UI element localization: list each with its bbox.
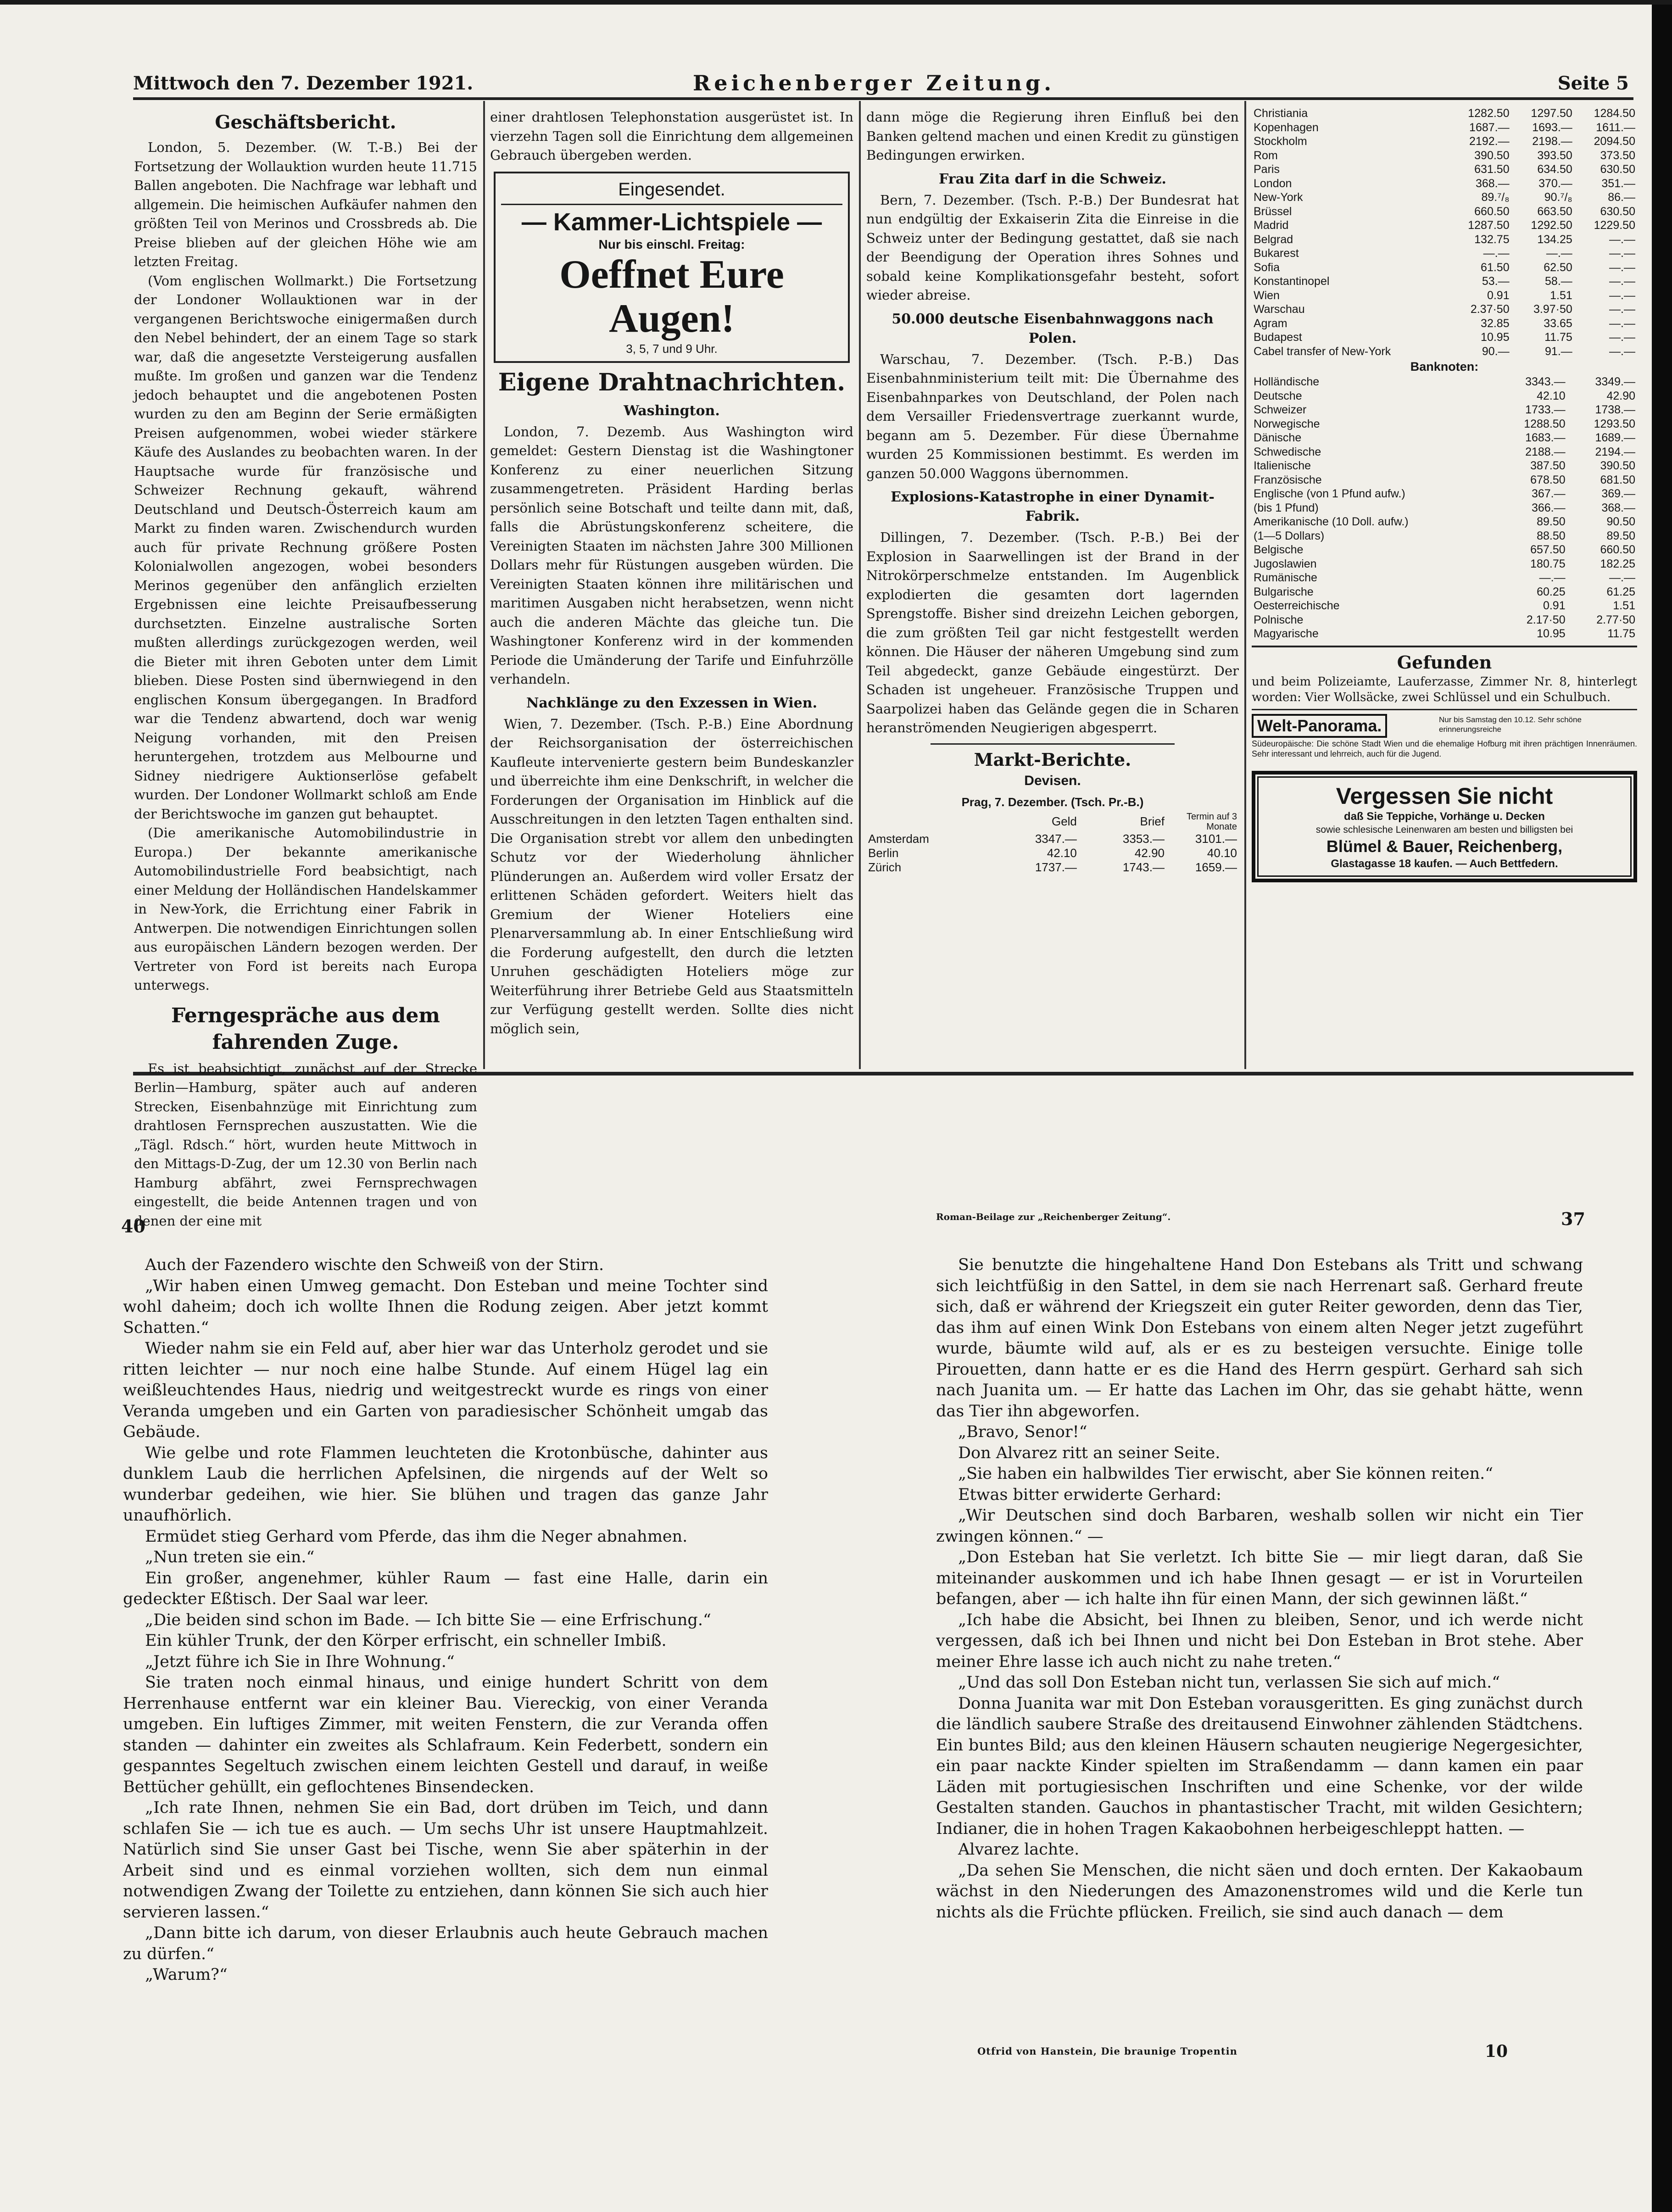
table-cell: 678.50 (1530, 473, 1566, 486)
table-row (1252, 149, 1637, 163)
table-cell: 1611.— (1596, 121, 1635, 134)
table-cell: —.— (1609, 345, 1635, 358)
table-cell: 1.51 (1613, 599, 1635, 612)
ad-until: Nur bis einschl. Freitag: (598, 237, 745, 251)
ad-dash-icon: — (790, 208, 822, 236)
article-paragraph: einer drahtlosen Telephonstation ausgerüstet ist. In vierzehn Tagen soll die Einrichtung dem allgemeinen Gebrauch übergeben werden. (490, 109, 853, 163)
col-separator-2 (859, 101, 861, 1069)
gefunden-text: und beim Polizeiamte, Lauferzasse, Zimmer Nr. 8, hinterlegt worden: Vier Wollsäcke, zwei Schlüssel und ein Schulbuch. (1252, 674, 1637, 704)
table-cell: Norwegische (1254, 417, 1320, 430)
right-page-footer: Otfrid von Hanstein, Die braunige Tropentin (977, 2045, 1237, 2057)
novel-paragraph: „Nun treten sie ein.“ (145, 1548, 315, 1566)
table-cell: Holländische (1254, 375, 1320, 388)
welt-title: Welt-Panorama. (1252, 714, 1387, 738)
table-row (1252, 501, 1637, 515)
table-row (1252, 190, 1637, 205)
table-cell: Belgische (1254, 543, 1304, 556)
ad-line: sowie schlesische Leinenwaren am besten und billigsten bei (1315, 824, 1573, 835)
article-subtitle: Frau Zita darf in die Schweiz. (939, 171, 1166, 187)
column-header: Geld (1051, 814, 1077, 828)
table-cell: 2.37·50 (1470, 303, 1510, 316)
article-paragraph: Es ist beabsichtigt, zunächst auf der Strecke Berlin—Hamburg, später auch auf anderen Strecken, Eisenbahnzüge mit Einrichtung zum drahtlosen Fernsprechen auszustatten. Wie die „Tägl. Rdsch.“ hört, wurden heute Mittwoch in den Mittags-D-Zug, der um 12.30 von Berlin nach Hamburg abfährt, zwei Fernsprechwagen eingestellt, die beide Antennen tragen und von denen der eine mit (134, 1060, 477, 1229)
table-cell: Paris (1254, 163, 1280, 176)
table-cell: 134.25 (1537, 233, 1572, 246)
table-cell: Amsterdam (868, 831, 929, 846)
table-cell: —.— (1609, 261, 1635, 274)
ad-inner-frame (1257, 776, 1632, 877)
table-cell: Madrid (1254, 219, 1289, 232)
ad-dash-icon: — (521, 208, 553, 236)
article-paragraph: (Vom englischen Wollmarkt.) Die Fortsetzung der Londoner Wollauktionen war in der vergangenen Berichtswoche einigermaßen durch den Nebel behindert, der an einem Tage so stark war, daß die angesetzte Versteigerung ausfallen mußte. Im großen und ganzen war die Tendenz jedoch behauptet und die angebotenen Posten wurden zu den am Beginn der Serie ermäßigten Preisen aufgenommen, wobei wieder stärkere Käufe des Auslandes zu beobachten waren. In der Hauptsache wurde für französische und Schweizer Rechnung gekauft, während Deutschland und Deutsch-Österreich kaum am Markt zu finden waren. Zwischendurch wurden auch für private Rechnung größere Posten Kolonialwollen angezogen, wobei besonders Merinos gegenüber den anfänglich erzielten Ergebnissen eine leichte Preisaufbesserung durchsetzten. Einzelne australische Sorten mußten allerdings zurückgezogen werden, weil die Bieter mit ihren Geboten unter dem Limit blieben. Diese Posten sind übernwiegend in den englischen Konsum übergegangen. In Bradford war die Tendenz abwartend, doch war wenig Neigung vorhanden, mit den Preisen heruntergehen, trotzdem aus Melbourne und Sidney niedrigere Auktionserlöse gefabelt wurden. Der Londoner Wollmarkt schloß am Ende der Berichtswoche im ganzen gut behauptet. (134, 273, 477, 822)
table-cell: 366.— (1531, 501, 1566, 514)
table-row (1252, 431, 1637, 445)
novel-paragraph: Etwas bitter erwiderte Gerhard: (958, 1485, 1221, 1504)
banknoten-title: Banknoten: (1410, 360, 1479, 373)
table-row (1252, 375, 1637, 389)
ad-cinema-label: Kammer-Lichtspiele (553, 208, 791, 236)
table-cell: 634.50 (1537, 163, 1572, 176)
ad-headline: Vergessen Sie nicht (1336, 783, 1553, 809)
article-subtitle: Explosions-Katastrophe in einer Dynamit-Fabrik. (891, 489, 1215, 524)
header-date: Mittwoch den 7. Dezember 1921. (133, 72, 474, 94)
section-rule (931, 743, 1175, 745)
table-cell: 1282.50 (1468, 107, 1510, 120)
novel-paragraph: „Warum?“ (145, 1966, 228, 1984)
table-row (1252, 246, 1637, 261)
table-cell: 1293.50 (1594, 417, 1635, 430)
table-cell: Cabel transfer of New-York (1254, 345, 1391, 358)
table-cell: Amerikanische (10 Doll. aufw.) (1254, 515, 1409, 528)
table-cell: 3349.— (1595, 375, 1635, 388)
table-cell: 2.77·50 (1596, 613, 1635, 626)
table-cell: Wien (1254, 289, 1280, 302)
table-cell: 1288.50 (1524, 417, 1566, 430)
table-cell: 1659.— (1195, 860, 1237, 874)
table-cell: 657.50 (1530, 543, 1566, 556)
table-cell: 2192.— (1469, 135, 1510, 148)
table-cell: 182.25 (1600, 557, 1635, 570)
table-cell: 90.⁷/₈ (1544, 191, 1572, 204)
newspaper-header (133, 72, 1629, 100)
table-cell: —.— (1609, 303, 1635, 316)
table-cell: 660.50 (1600, 543, 1635, 556)
ad-line: daß Sie Teppiche, Vorhänge u. Decken (1344, 810, 1545, 823)
table-cell: Warschau (1254, 303, 1305, 316)
table-row (1252, 274, 1637, 289)
novel-paragraph: Don Alvarez ritt an seiner Seite. (958, 1443, 1221, 1462)
novel-paragraph: „Wir haben einen Umweg gemacht. Don Esteban und meine Tochter sind wohl daheim; doch ich wollte Ihnen die Rodung zeigen. Aber jetzt kommt Schatten.“ (123, 1276, 768, 1337)
table-row (1252, 445, 1637, 459)
ad-times: 3, 5, 7 und 9 Uhr. (626, 341, 718, 356)
article-title: Geschäftsbericht. (215, 111, 396, 133)
ad-rule (501, 204, 842, 205)
table-cell: Budapest (1254, 331, 1302, 344)
ad-address: Glastagasse 18 kaufen. — Auch Bettfedern. (1331, 857, 1558, 870)
table-cell: 132.75 (1474, 233, 1510, 246)
table-row (1252, 529, 1637, 543)
table-cell: 631.50 (1474, 163, 1510, 176)
gefunden-title: Gefunden (1397, 652, 1492, 673)
table-cell: 42.90 (1606, 389, 1635, 402)
novel-paragraph: „Da sehen Sie Menschen, die nicht säen und doch ernten. Der Kakaobaum wächst in den Niederungen des Amazonenstromes wild und die Kerle tun nichts als die Früchte pflücken. Freilich, sie sind auch danach — dem (936, 1861, 1583, 1922)
table-cell: 630.50 (1600, 163, 1635, 176)
novel-paragraph: „Und das soll Don Esteban nicht tun, verlassen Sie sich auf mich.“ (958, 1673, 1500, 1692)
table-cell: Französische (1254, 473, 1322, 486)
table-cell: 2.17·50 (1526, 613, 1566, 626)
table-cell: Oesterreichische (1254, 599, 1340, 612)
table-cell: 1284.50 (1594, 107, 1635, 120)
table-cell: 3101.— (1195, 831, 1237, 846)
novel-paragraph: „Wir Deutschen sind doch Barbaren, weshalb sollen wir nicht ein Tier zwingen können.“ — (936, 1506, 1583, 1546)
table-cell: —.— (1539, 571, 1566, 584)
table-row (1252, 389, 1637, 403)
table-cell: Rumänische (1254, 571, 1317, 584)
table-cell: 1737.— (1035, 860, 1077, 874)
table-cell: Brüssel (1254, 205, 1292, 218)
table-cell: 393.50 (1537, 149, 1572, 162)
article-paragraph: Dillingen, 7. Dezember. (Tsch. P.-B.) Bei der Explosion in Saarwellingen ist der Brand in der Nitrokörperschmelze entstanden. Im Augenblick explodierten die gesamten dort lagernden Sprengstoffe. Bisher sind dreizehn Leichen geborgen, die zum größten Teil gar nicht festgestellt werden können. Die Häuser der näheren Umgebung sind zum Teil abgedeckt, ganze Gebäude eingestürzt. Der Schaden ist ungeheuer. Französische Truppen und Saarpolizei haben das Gelände gegen die in Scharen heranströmenden Neugierigen abgesperrt. (866, 529, 1239, 735)
table-row (1252, 417, 1637, 431)
novel-paragraph: „Bravo, Senor!“ (958, 1423, 1087, 1441)
table-cell: 390.50 (1474, 149, 1510, 162)
table-row (1252, 330, 1637, 345)
table-cell: —.— (1609, 275, 1635, 288)
table-row (866, 846, 1239, 860)
table-cell: 368.— (1601, 501, 1635, 514)
table-row (1252, 218, 1637, 233)
table-row (1252, 613, 1637, 627)
right-page-number: 37 (1561, 1209, 1585, 1229)
table-row (1252, 121, 1637, 135)
col-separator-1 (483, 101, 485, 1069)
welt-text: Südeuropäische: Die schöne Stadt Wien und die ehemalige Hofburg mit ihren prächtigen Innenräumen. Sehr interessant und lehrreich, auch für die Jugend. (1252, 739, 1637, 758)
table-cell: Bukarest (1254, 247, 1299, 260)
table-cell: 660.50 (1474, 205, 1510, 218)
ad-cinema-name (501, 208, 842, 236)
table-cell: Agram (1254, 317, 1287, 330)
table-cell: 3.97·50 (1533, 303, 1572, 316)
table-cell: Schweizer (1254, 403, 1307, 416)
table-cell: (1—5 Dollars) (1254, 529, 1325, 542)
novel-paragraph: Auch der Fazendero wischte den Schweiß von der Stirn. (145, 1256, 604, 1274)
table-cell: 369.— (1601, 487, 1635, 500)
table-row (1252, 106, 1637, 121)
table-cell: —.— (1609, 233, 1635, 246)
table-cell: 42.90 (1134, 846, 1165, 860)
masthead: Reichenberger Zeitung. (693, 71, 1055, 95)
market-title: Markt-Berichte. (974, 749, 1131, 770)
novel-paragraph: Sie traten noch einmal hinaus, und einige hundert Schritt von dem Herrenhause entfernt war ein kleiner Bau. Viereckig, von einer Veranda umgeben. Ein luftiges Zimmer, mit weiten Fenstern, die zur Veranda offen standen — dahinter ein zweites als Schlafraum. Kein Federbett, sondern ein gespanntes Segeltuch zwischen einem leichten Gestell und darauf, in weiße Bettücher gehüllt, ein geflochtenes Binsendecken. (123, 1673, 768, 1796)
article-paragraph: London, 5. Dezember. (W. T.-B.) Bei der Fortsetzung der Wollauktion wurden heute 11.715 Ballen angeboten. Die Nachfrage war lebhaft und allgemein. Die heimischen Aufkäufer nahmen den größten Teil von Merinos und Crossbreds ab. Die Preise blieben auf der gleichen Höhe wie am letzten Freitag. (134, 139, 477, 269)
table-cell: Rom (1254, 149, 1278, 162)
table-cell: 32.85 (1481, 317, 1510, 330)
table-cell: 3343.— (1525, 375, 1566, 388)
table-cell: 1292.50 (1531, 219, 1572, 232)
table-cell: 91.— (1545, 345, 1572, 358)
table-row (1252, 403, 1637, 417)
table-header (866, 812, 1239, 832)
ad-film-title: Oeffnet Eure Augen! (559, 252, 784, 341)
novel-paragraph: Ein großer, angenehmer, kühler Raum — fast eine Halle, darin ein gedeckter Eßtisch. Der Saal war leer. (123, 1569, 768, 1608)
table-cell: 2094.50 (1594, 135, 1635, 148)
table-row (1252, 585, 1637, 599)
table-cell: 42.10 (1047, 846, 1077, 860)
table-cell: 10.95 (1537, 627, 1566, 640)
table-cell: Zürich (868, 860, 902, 874)
left-page-number: 40 (121, 1216, 145, 1237)
table-cell: 89.50 (1606, 529, 1635, 542)
novel-paragraph: „Ich rate Ihnen, nehmen Sie ein Bad, dort drüben im Teich, und dann schlafen Sie — ich tue es auch. — Um sechs Uhr ist unsere Hauptmahlzeit. Natürlich sind Sie unser Gast bei Tische, wenn Sie aber späterhin in der Arbeit sind und es einmal vorziehen wollten, sich dem nun einmal notwendigen Zwang der Toilette zu entziehen, dann können Sie sich auch hier servieren lassen.“ (123, 1799, 768, 1922)
section-rule (1252, 709, 1637, 710)
table-row (1252, 473, 1637, 487)
table-cell: 390.50 (1600, 459, 1635, 472)
novel-paragraph: „Jetzt führe ich Sie in Ihre Wohnung.“ (145, 1652, 455, 1671)
table-cell: Dänische (1254, 431, 1302, 444)
table-row (1252, 557, 1637, 571)
table-cell: 42.10 (1537, 389, 1566, 402)
table-cell: 1287.50 (1468, 219, 1510, 232)
table-cell: 373.50 (1600, 149, 1635, 162)
table-cell: 630.50 (1600, 205, 1635, 218)
table-cell: —.— (1546, 247, 1572, 260)
header-rule (133, 97, 1633, 100)
article-paragraph: Wien, 7. Dezember. (Tsch. P.-B.) Eine Abordnung der Reichsorganisation der österreichischen Kaufleute intervenierte gestern beim Bundeskanzler und überreichte ihm eine Denkschrift, in welcher die Forderungen der Organisation im Hinblick auf die Ausschreitungen in den letzten Tagen enthalten sind. Die Organisation strebt vor allem den unbedingten Schutz vor der Wiederholung ähnlicher Plünderungen an. Außerdem wird voller Ersatz der erlittenen Schäden gefordert. Weiters hielt das Gremium der Wiener Hoteliers eine Plenarversammlung ab. In einer Entschließung wird die Forderung aufgestellt, den durch die letzten Unruhen geschädigten Hoteliers möge zur Weiterführung ihrer Betriebe Geld aus Staatsmitteln zur Verfügung gestellt werden. Sollte dies nicht möglich sein, (490, 716, 853, 1036)
column-1 (134, 108, 477, 1229)
table-cell: 61.25 (1606, 585, 1635, 598)
table-row (1252, 289, 1637, 303)
exchange-rate-table (1252, 106, 1637, 358)
table-row (1252, 487, 1637, 501)
novel-paragraph: „Don Esteban hat Sie verletzt. Ich bitte Sie — mir liegt daran, daß Sie miteinander auskommen und ich habe Ihnen gesagt — er ist in Vorurteilen befangen, aber — ich halte ihn für einen Mann, der sich gewinnen läßt.“ (936, 1548, 1583, 1608)
table-cell: 351.— (1601, 177, 1635, 190)
table-cell: Belgrad (1254, 233, 1293, 246)
table-cell: —.— (1609, 289, 1635, 302)
ad-firm: Blümel & Bauer, Reichenberg, (1326, 836, 1563, 856)
table-cell: 2194.— (1595, 445, 1635, 458)
table-cell: 387.50 (1530, 459, 1566, 472)
novel-paragraph: Wie gelbe und rote Flammen leuchteten die Krotonbüsche, dahinter aus dunklem Laub die herrlichen Apfelsinen, die nirgends auf der Welt so wunderbar gedeihen, wie hier. Sie blühen und tragen das ganze Jahr unaufhörlich. (123, 1443, 768, 1525)
table-cell: 663.50 (1537, 205, 1572, 218)
page-label: Seite 5 (1557, 72, 1629, 94)
article-title: Ferngespräche aus dem fahrenden Zuge. (171, 1003, 440, 1054)
right-page-text (936, 1255, 1583, 1923)
table-cell: 2198.— (1532, 135, 1572, 148)
table-cell: 90.50 (1606, 515, 1635, 528)
article-paragraph: (Die amerikanische Automobilindustrie in Europa.) Der bekannte amerikanische Automobilindustrielle Ford beabsichtigt, nach einer Meldung der Holländischen Handelskammer in New-York, die Errichtung einer Fabrik in Antwerpen. Die notwendigen Einrichtungen sollen aus europäischen Ländern bezogen werden. Der Vertreter von Ford ist bereits nach Europa unterwegs. (134, 825, 477, 993)
novel-paragraph: Ein kühler Trunk, der den Körper erfrischt, ein schneller Imbiß. (145, 1632, 667, 1650)
column-2 (490, 108, 853, 1067)
table-row (1252, 571, 1637, 585)
table-cell: 1297.50 (1531, 107, 1572, 120)
welt-note: Nur bis Samstag den 10.12. Sehr schöne erinnerungsreiche (1439, 715, 1582, 734)
table-cell: 0.91 (1543, 599, 1566, 612)
column-header: Brief (1140, 814, 1165, 828)
table-cell: Polnische (1254, 613, 1304, 626)
table-cell: Berlin (868, 846, 899, 860)
table-cell: 1683.— (1525, 431, 1566, 444)
table-cell: (bis 1 Pfund) (1254, 501, 1319, 514)
table-row (1252, 599, 1637, 613)
table-cell: 11.75 (1544, 331, 1572, 344)
table-cell: Christiania (1254, 107, 1308, 120)
article-subtitle: Nachklänge zu den Exzessen in Wien. (526, 695, 818, 711)
welt-panorama-ad (1252, 714, 1637, 764)
table-cell: —.— (1609, 247, 1635, 260)
table-row (1252, 345, 1637, 359)
table-cell: 60.25 (1537, 585, 1566, 598)
novel-paragraph: Donna Juanita war mit Don Esteban vorausgeritten. Es ging zunächst durch die ländlich saubere Straße des dreitausend Einwohner zählenden Städtchens. Ein buntes Bild; aus den kleinen Häusern schauten neugierige Negergesichter, ein paar nackte Kinder spielten im Straßendamm — dann kamen ein paar Läden mit portugiesischen Inschriften und eine Schenke, vor der wilde Gestalten standen. Gauchos in phantastischer Tracht, mit wilden Gesichtern; Indianer, die in hohen Tragen Kakaobohnen herbeigeschleppt hatten. — (936, 1694, 1583, 1838)
article-paragraph: London, 7. Dezemb. Aus Washington wird gemeldet: Gestern Dienstag ist die Washingtoner Konferenz zu einer neuerlichen Sitzung zusammengetreten. Präsident Harding berlas persönlich seine Botschaft und teilte dann mit, daß, falls die Abrüstungskonferenz scheitere, die Vereinigten Staaten im nächsten Jahre 300 Millionen Dollars mehr für Rüstungen ausgeben würden. Die Vereinigten Staaten können ihre militärischen und maritimen Ausgaben nicht herabsetzen, wenn nicht auch die anderen Mächte das gleiche tun. Die Washingtoner Konferenz wird in der kommenden Periode die Umänderung der Tarife und Einfuhrzölle verhandeln. (490, 423, 853, 687)
table-cell: 1693.— (1532, 121, 1572, 134)
table-cell: 0.91 (1487, 289, 1510, 302)
left-page-text (123, 1255, 768, 1986)
table-cell: 3347.— (1035, 831, 1077, 846)
table-cell: Bulgarische (1254, 585, 1314, 598)
table-cell: 58.— (1545, 275, 1572, 288)
table-row (1252, 134, 1637, 149)
table-cell: 1743.— (1122, 860, 1165, 874)
devisen-table (866, 812, 1239, 875)
column-header: Termin auf 3 Monate (1186, 811, 1237, 832)
table-cell: 10.95 (1481, 331, 1510, 344)
table-cell: 681.50 (1600, 473, 1635, 486)
table-cell: 1689.— (1595, 431, 1635, 444)
novel-paragraph: Ermüdet stieg Gerhard vom Pferde, das ihm die Neger abnahmen. (145, 1527, 688, 1546)
table-cell: 61.50 (1481, 261, 1510, 274)
table-cell: 367.— (1531, 487, 1566, 500)
table-cell: New-York (1254, 191, 1303, 204)
table-cell: 368.— (1475, 177, 1510, 190)
table-cell: —.— (1609, 317, 1635, 330)
table-row (1252, 543, 1637, 557)
article-paragraph: dann möge die Regierung ihren Einfluß bei den Banken geltend machen und einen Kredit zu günstigen Bedingungen erwirken. (866, 109, 1239, 163)
novel-paragraph: Alvarez lachte. (958, 1840, 1080, 1859)
table-row (1252, 302, 1637, 317)
col-separator-3 (1244, 101, 1246, 1069)
table-row (1252, 317, 1637, 331)
table-cell: 86.— (1608, 191, 1635, 204)
table-cell: 1229.50 (1594, 219, 1635, 232)
cinema-advertisement (494, 172, 850, 363)
table-cell: Jugoslawien (1254, 557, 1317, 570)
table-cell: 11.75 (1607, 627, 1635, 640)
right-page-footer-number: 10 (1485, 2042, 1508, 2061)
table-cell: 2188.— (1525, 445, 1566, 458)
table-cell: 89.⁷/₈ (1481, 191, 1510, 204)
column-3 (866, 108, 1239, 1067)
novel-paragraph: Wieder nahm sie ein Feld auf, aber hier war das Unterholz gerodet und sie ritten leichter — nur noch eine halbe Stunde. Auf einem Hügel lag ein weißleuchtendes Haus, niedrig und weitgestreckt wurde es rings von einer Veranda umgeben und ein Garten von paradiesischer Schönheit umgab das Gebäude. (123, 1339, 768, 1441)
table-row (1252, 261, 1637, 275)
table-cell: Italienische (1254, 459, 1311, 472)
table-cell: 33.65 (1544, 317, 1572, 330)
section-rule (1252, 646, 1637, 647)
table-cell (866, 812, 991, 832)
scan-edge (1652, 0, 1672, 2212)
table-row (1252, 162, 1637, 177)
novel-paragraph: „Dann bitte ich darum, von dieser Erlaubnis auch heute Gebrauch machen zu dürfen.“ (123, 1924, 768, 1963)
table-cell: 3353.— (1122, 831, 1165, 846)
devisen-title: Devisen. (1024, 773, 1081, 788)
scan-edge-top (0, 0, 1672, 5)
section-title: Eigene Drahtnachrichten. (498, 368, 846, 396)
table-cell: Magyarische (1254, 627, 1319, 640)
novel-paragraph: „Sie haben ein halbwildes Tier erwischt, aber Sie können reiten.“ (958, 1465, 1494, 1483)
article-paragraph: Warschau, 7. Dezember. (Tsch. P.-B.) Das Eisenbahnministerium teilt mit: Die Übernahme des Eisenbahnparkes von Deutschland, der Polen nach dem Versailler Friedensvertrage zuerkannt wurde, begann am 5. Dezember. Für diese Übernahme wurden 25 Kommissionen bestimmt. Es werden im ganzen 50.000 Waggons übernommen. (866, 351, 1239, 481)
table-cell: 1738.— (1595, 403, 1635, 416)
table-cell: 1733.— (1525, 403, 1566, 416)
table-cell: Kopenhagen (1254, 121, 1319, 134)
table-cell: Deutsche (1254, 389, 1302, 402)
banknoten-table (1252, 375, 1637, 641)
table-row (1252, 233, 1637, 247)
article-subtitle: 50.000 deutsche Eisenbahnwaggons nach Polen. (892, 311, 1214, 346)
table-cell: —.— (1609, 571, 1635, 584)
article-subtitle: Washington. (624, 402, 720, 419)
table-row (1252, 459, 1637, 473)
table-cell: —.— (1609, 331, 1635, 344)
novel-paragraph: „Ich habe die Absicht, bei Ihnen zu bleiben, Senor, und ich werde nicht vergessen, daß ich bei Ihnen und nicht bei Don Esteban in Brot stehe. Aber meiner Ehre lasse ich auch nicht zu nahe treten.“ (936, 1610, 1583, 1671)
table-cell: 1687.— (1469, 121, 1510, 134)
table-cell: 88.50 (1537, 529, 1566, 542)
table-row (1252, 205, 1637, 219)
table-row (1252, 627, 1637, 641)
article-paragraph: Bern, 7. Dezember. (Tsch. P.-B.) Der Bundesrat hat nun endgültig der Exkaiserin Zita die Einreise in die Schweiz unter der Bedingung gestattet, daß sie nach der Beendigung der Operation ihres Sohnes und sobald keine Komplikationsgefahr besteht, sofort wieder abreise. (866, 192, 1239, 303)
table-cell: 90.— (1482, 345, 1510, 358)
table-cell: 370.— (1538, 177, 1572, 190)
table-cell: 53.— (1482, 275, 1510, 288)
table-cell: —.— (1483, 247, 1510, 260)
table-row (1252, 515, 1637, 529)
novel-paragraph: Sie benutzte die hingehaltene Hand Don Estebans als Tritt und schwang sich leichtfüßig in den Sattel, in dem sie nach Herrenart saß. Gerhard freute sich, daß er während der Kriegszeit ein guter Reiter geworden, denn das Tier, das ihm auf einen Wink Don Estebans von einem alten Neger jetzt zugeführt wurde, bäumte wild auf, als er es zu besteigen versuchte. Einige tolle Pirouetten, dann hatte er es die Hand des Herrn gespürt. Gerhard sah sich nach Juanita um. — Er hatte das Lachen im Ohr, das sie gehabt hätte, wenn das Tier ihn abgeworfen. (936, 1256, 1583, 1421)
table-cell: 180.75 (1530, 557, 1566, 570)
table-cell: 40.10 (1207, 846, 1237, 860)
novel-paragraph: „Die beiden sind schon im Bade. — Ich bitte Sie — eine Erfrischung.“ (145, 1610, 711, 1629)
table-row (866, 860, 1239, 875)
table-cell: 89.50 (1537, 515, 1566, 528)
table-cell: London (1254, 177, 1292, 190)
prag-dateline: Prag, 7. Dezember. (Tsch. Pr.-B.) (961, 795, 1144, 809)
table-cell: 62.50 (1544, 261, 1572, 274)
column-4 (1252, 106, 1637, 1068)
table-cell: Englische (von 1 Pfund aufw.) (1254, 487, 1405, 500)
table-cell: Sofia (1254, 261, 1280, 274)
table-cell: Stockholm (1254, 135, 1307, 148)
textile-advertisement (1252, 771, 1637, 882)
right-page-header: Roman-Beilage zur „Reichenberger Zeitung“. (936, 1211, 1171, 1222)
ad-eingesendet: Eingesendet. (618, 179, 725, 200)
table-row (1252, 177, 1637, 191)
table-row (866, 832, 1239, 846)
table-cell: 1.51 (1550, 289, 1572, 302)
table-cell: Schwedische (1254, 445, 1321, 458)
table-cell: Konstantinopel (1254, 275, 1330, 288)
